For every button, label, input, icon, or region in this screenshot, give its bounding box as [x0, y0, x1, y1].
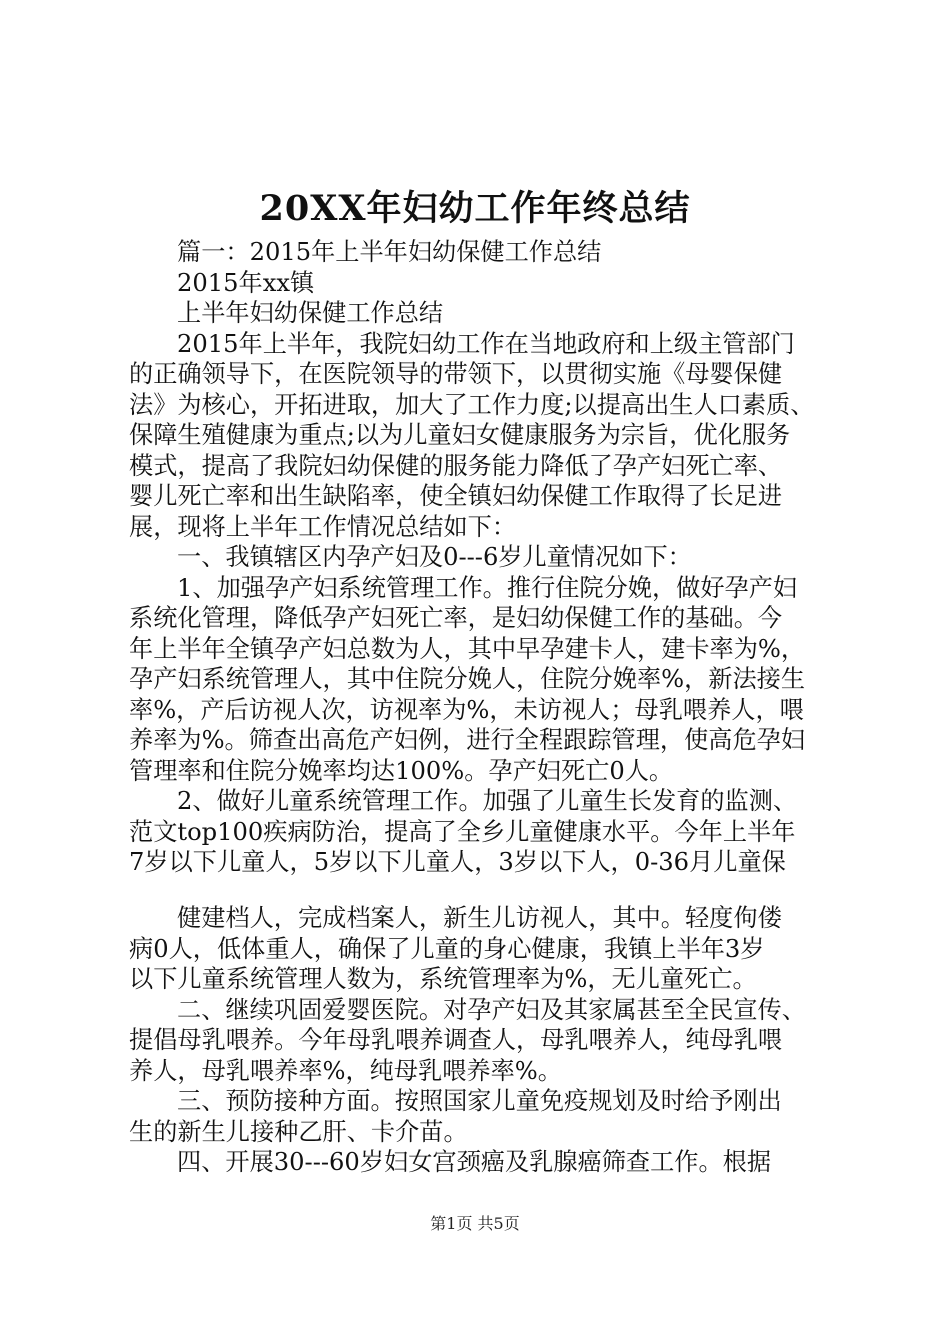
text-line: 7岁以下儿童人，5岁以下儿童人，3岁以下人，0-36月儿童保 [129, 848, 786, 876]
text-line: 2、做好儿童系统管理工作。加强了儿童生长发育的监测、 [177, 787, 798, 815]
text-line: 法》为核心，开拓进取，加大了工作力度;以提高出生人口素质、 [129, 390, 815, 419]
text-line: 范文top100疾病防治，提高了全乡儿童健康水平。今年上半年 [129, 817, 796, 846]
page-footer: 第1页 共5页 [430, 1214, 520, 1233]
text-line: 以下儿童系统管理人数为，系统管理率为%，无儿童死亡。 [129, 965, 757, 993]
text-line: 病0人，低体重人，确保了儿童的身心健康，我镇上半年3岁 [129, 934, 765, 963]
text-line: 提倡母乳喂养。今年母乳喂养调查人，母乳喂养人，纯母乳喂 [129, 1026, 783, 1054]
text-line: 管理率和住院分娩率均达100%。孕产妇死亡0人。 [129, 756, 674, 785]
text-line: 年上半年全镇孕产妇总数为人，其中早孕建卡人，建卡率为%， [129, 634, 806, 663]
text-line: 养率为%。筛查出高危产妇例，进行全程跟踪管理，使高危孕妇 [129, 726, 806, 754]
text-line: 健建档人，完成档案人，新生儿访视人，其中。轻度佝偻 [177, 904, 782, 932]
text-line: 1、加强孕产妇系统管理工作。推行住院分娩，做好孕产妇 [177, 573, 798, 602]
text-line: 篇一：2015年上半年妇幼保健工作总结 [177, 238, 602, 266]
text-line: 的正确领导下，在医院领导的带领下，以贯彻实施《母婴保健 [129, 360, 783, 388]
text-line: 模式，提高了我院妇幼保健的服务能力降低了孕产妇死亡率、 [129, 451, 783, 480]
body-text-block-2 [129, 903, 829, 1178]
text-line: 率%，产后访视人次，访视率为%，未访视人；母乳喂养人，喂 [129, 695, 804, 724]
text-line: 四、开展30---60岁妇女宫颈癌及乳腺癌筛查工作。根据 [177, 1148, 772, 1176]
body-text-block-1 [129, 237, 829, 878]
text-line: 孕产妇系统管理人，其中住院分娩人，住院分娩率%，新法接生 [129, 665, 806, 693]
text-line: 养人，母乳喂养率%，纯母乳喂养率%。 [129, 1056, 562, 1085]
text-line: 展，现将上半年工作情况总结如下： [129, 512, 517, 541]
text-line: 2015年xx镇 [177, 268, 315, 297]
text-line: 系统化管理，降低孕产妇死亡率，是妇幼保健工作的基础。今 [129, 604, 783, 632]
text-line: 一、我镇辖区内孕产妇及0---6岁儿童情况如下： [177, 543, 692, 571]
text-line: 婴儿死亡率和出生缺陷率，使全镇妇幼保健工作取得了长足进 [129, 482, 783, 510]
text-line: 二、继续巩固爱婴医院。对孕产妇及其家属甚至全民宣传、 [177, 995, 806, 1024]
text-line: 保障生殖健康为重点;以为儿童妇女健康服务为宗旨，优化服务 [129, 421, 791, 449]
text-line: 上半年妇幼保健工作总结 [177, 299, 444, 327]
document-title: 20XX年妇幼工作年终总结 [259, 188, 691, 229]
text-line: 2015年上半年，我院妇幼工作在当地政府和上级主管部门 [177, 329, 795, 358]
text-line: 生的新生儿接种乙肝、卡介苗。 [129, 1117, 468, 1146]
text-line: 三、预防接种方面。按照国家儿童免疫规划及时给予刚出 [177, 1087, 782, 1115]
